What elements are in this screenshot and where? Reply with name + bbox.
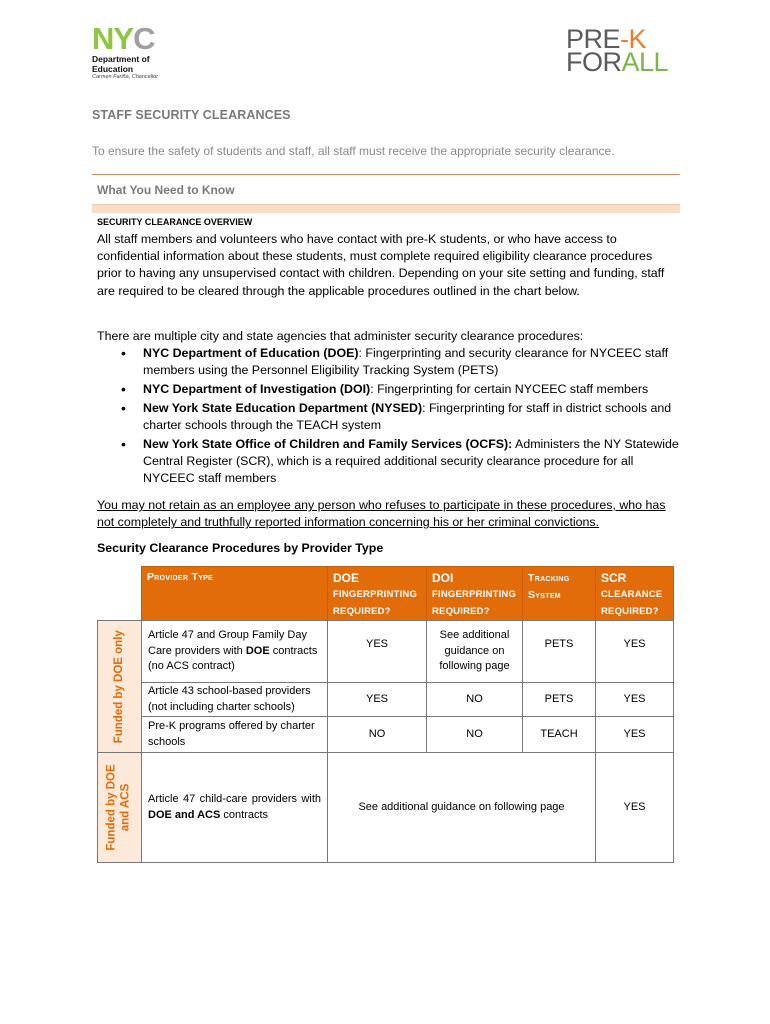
cell-doe: YES	[327, 682, 427, 717]
cell-tracking: TEACH	[522, 716, 596, 753]
nyc-logo-chancellor: Carmen Fariña, Chancellor	[92, 74, 159, 80]
list-item: • NYC Department of Investigation (DOI): Fingerprinting for certain NYCEEC staff members	[121, 381, 681, 398]
cell-doe: YES	[327, 620, 427, 683]
cell-merged-guidance: See additional guidance on following page	[327, 752, 596, 863]
cell-doi: NO	[426, 716, 523, 753]
overview-paragraph: All staff members and volunteers who have contact with pre-K students, or who have access to confidential information about these students, must complete required eligibility clearance procedures prior to having any unsupervised contact with children. Depending on your site setting and funding, staff are required to be cleared through the applicable procedures outlined in the chart below.	[97, 232, 665, 298]
section-heading: What You Need to Know	[97, 183, 235, 197]
group-label-doe-only: Funded by DOE only	[97, 620, 142, 753]
nyc-doe-logo	[92, 21, 182, 80]
table-row: Article 47 and Group Family Day Care providers with DOE contracts (no ACS contract)	[141, 620, 328, 683]
overview-heading: SECURITY CLEARANCE OVERVIEW	[97, 217, 253, 227]
list-item: • New York State Office of Children and Family Services (OCFS): Administers the NY Statewide Central Register (SCR), which is a required additional security clearance procedure for all NYCEEC staff members	[121, 436, 681, 488]
cell-scr: YES	[595, 752, 674, 863]
prek-for-all-logo: PRE-K FORALL	[566, 24, 669, 77]
header-doi: DOI FINGERPRINTING REQUIRED?	[426, 566, 523, 621]
cell-scr: YES	[595, 716, 674, 753]
header-doe: DOE FINGERPRINTING REQUIRED?	[327, 566, 427, 621]
agencies-intro: There are multiple city and state agencies that administer security clearance procedures:	[97, 329, 584, 343]
header-tracking-system: Tracking System	[522, 566, 596, 621]
cell-scr: YES	[595, 682, 674, 717]
cell-doe: NO	[327, 716, 427, 753]
clearance-table	[97, 566, 674, 863]
cell-tracking: PETS	[522, 682, 596, 717]
list-item: • New York State Education Department (NYSED): Fingerprinting for staff in district schools and charter schools through the TEACH system	[121, 400, 681, 434]
page-title: STAFF SECURITY CLEARANCES	[92, 108, 291, 122]
table-row: Article 43 school-based providers (not including charter schools)	[141, 682, 328, 717]
group-label-doe-and-acs: Funded by DOE and ACS	[97, 752, 142, 863]
table-title: Security Clearance Procedures by Provider Type	[97, 541, 384, 555]
header-scr: SCR CLEARANCE REQUIRED?	[595, 566, 674, 621]
retention-warning: You may not retain as an employee any person who refuses to participate in these procedures, who has not completely and truthfully reported information concerning his or her criminal convictions.	[97, 498, 666, 530]
nyc-logo-mark: N Y C	[92, 21, 155, 56]
header-provider-type: Provider Type	[141, 566, 328, 621]
nyc-logo-department: Department of Education	[92, 54, 150, 74]
section-rule	[92, 174, 680, 175]
table-row: Pre-K programs offered by charter schools	[141, 716, 328, 753]
table-row: Article 47 child-care providers with DOE and ACS contracts	[141, 752, 328, 863]
section-band	[92, 204, 680, 213]
cell-scr: YES	[595, 620, 674, 683]
intro-text: To ensure the safety of students and staff, all staff must receive the appropriate security clearance.	[92, 144, 615, 158]
list-item: • NYC Department of Education (DOE): Fingerprinting and security clearance for NYCEEC staff members using the Personnel Eligibility Tracking System (PETS)	[121, 345, 681, 379]
cell-tracking: PETS	[522, 620, 596, 683]
cell-doi: NO	[426, 682, 523, 717]
agency-list	[121, 345, 681, 489]
cell-doi: See additional guidance on following page	[426, 620, 523, 683]
